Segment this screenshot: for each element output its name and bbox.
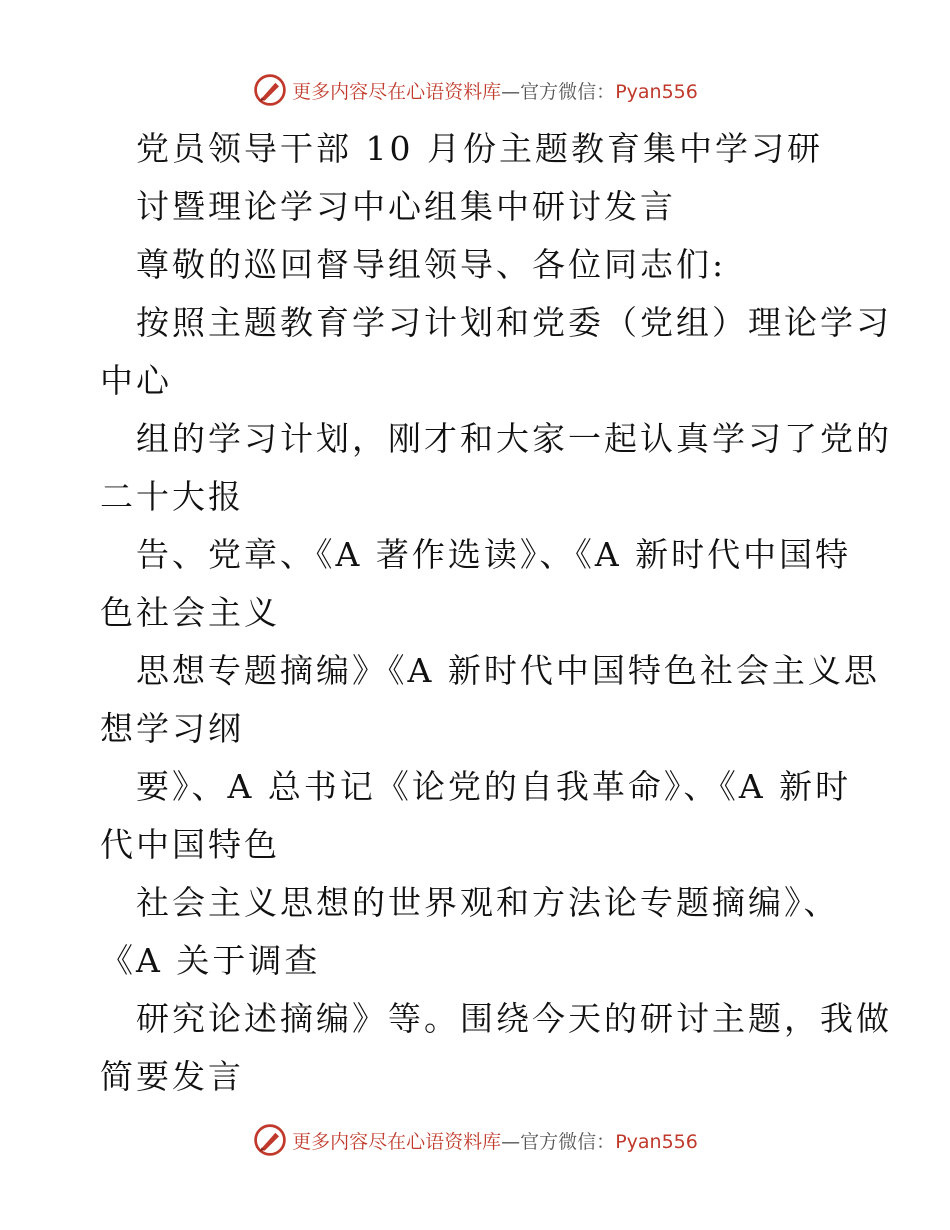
banner-dash: —	[501, 1130, 521, 1153]
paragraph-line: 《A 关于调查	[100, 941, 321, 980]
pen-logo-icon	[252, 1122, 288, 1158]
banner-wechat-label: 官方微信：	[520, 80, 616, 103]
pen-logo-icon	[252, 72, 288, 108]
paragraph-line: 组的学习计划，刚才和大家一起认真学习了党的	[136, 419, 892, 458]
header-watermark-banner	[0, 70, 950, 110]
paragraph-line: 想学习纲	[100, 709, 244, 748]
paragraph-line: 研究论述摘编》等。围绕今天的研讨主题，我做	[136, 999, 892, 1038]
salutation-line: 尊敬的巡回督导组领导、各位同志们:	[136, 245, 727, 284]
banner-wechat-label: 官方微信：	[520, 1130, 616, 1153]
paragraph-line: 思想专题摘编》《A 新时代中国特色社会主义思	[136, 651, 880, 690]
paragraph-line: 代中国特色	[100, 825, 280, 864]
banner-text	[292, 77, 698, 104]
banner-main-text: 更多内容尽在心语资料库	[292, 80, 502, 103]
document-body	[100, 120, 892, 1106]
paragraph-line: 按照主题教育学习计划和党委（党组）理论学习	[136, 303, 892, 342]
paragraph-line: 社会主义思想的世界观和方法论专题摘编》、	[136, 883, 840, 922]
paragraph-line: 要》、A 总书记《论党的自我革命》、《A 新时	[136, 767, 852, 806]
paragraph-line: 简要发言	[100, 1057, 244, 1096]
footer-watermark-banner	[0, 1120, 950, 1160]
banner-text	[292, 1127, 698, 1154]
banner-wechat-id: Pyan556	[615, 80, 698, 103]
paragraph-line: 色社会主义	[100, 593, 280, 632]
banner-dash: —	[501, 80, 521, 103]
banner-main-text: 更多内容尽在心语资料库	[292, 1130, 502, 1153]
title-line-2: 讨暨理论学习中心组集中研讨发言	[136, 187, 676, 226]
banner-wechat-id: Pyan556	[615, 1130, 698, 1153]
paragraph-line: 中心	[100, 361, 172, 400]
paragraph-line: 二十大报	[100, 477, 244, 516]
paragraph-line: 告、党章、《A 著作选读》、《A 新时代中国特	[136, 535, 852, 574]
title-line-1: 党员领导干部 10 月份主题教育集中学习研	[136, 129, 823, 168]
